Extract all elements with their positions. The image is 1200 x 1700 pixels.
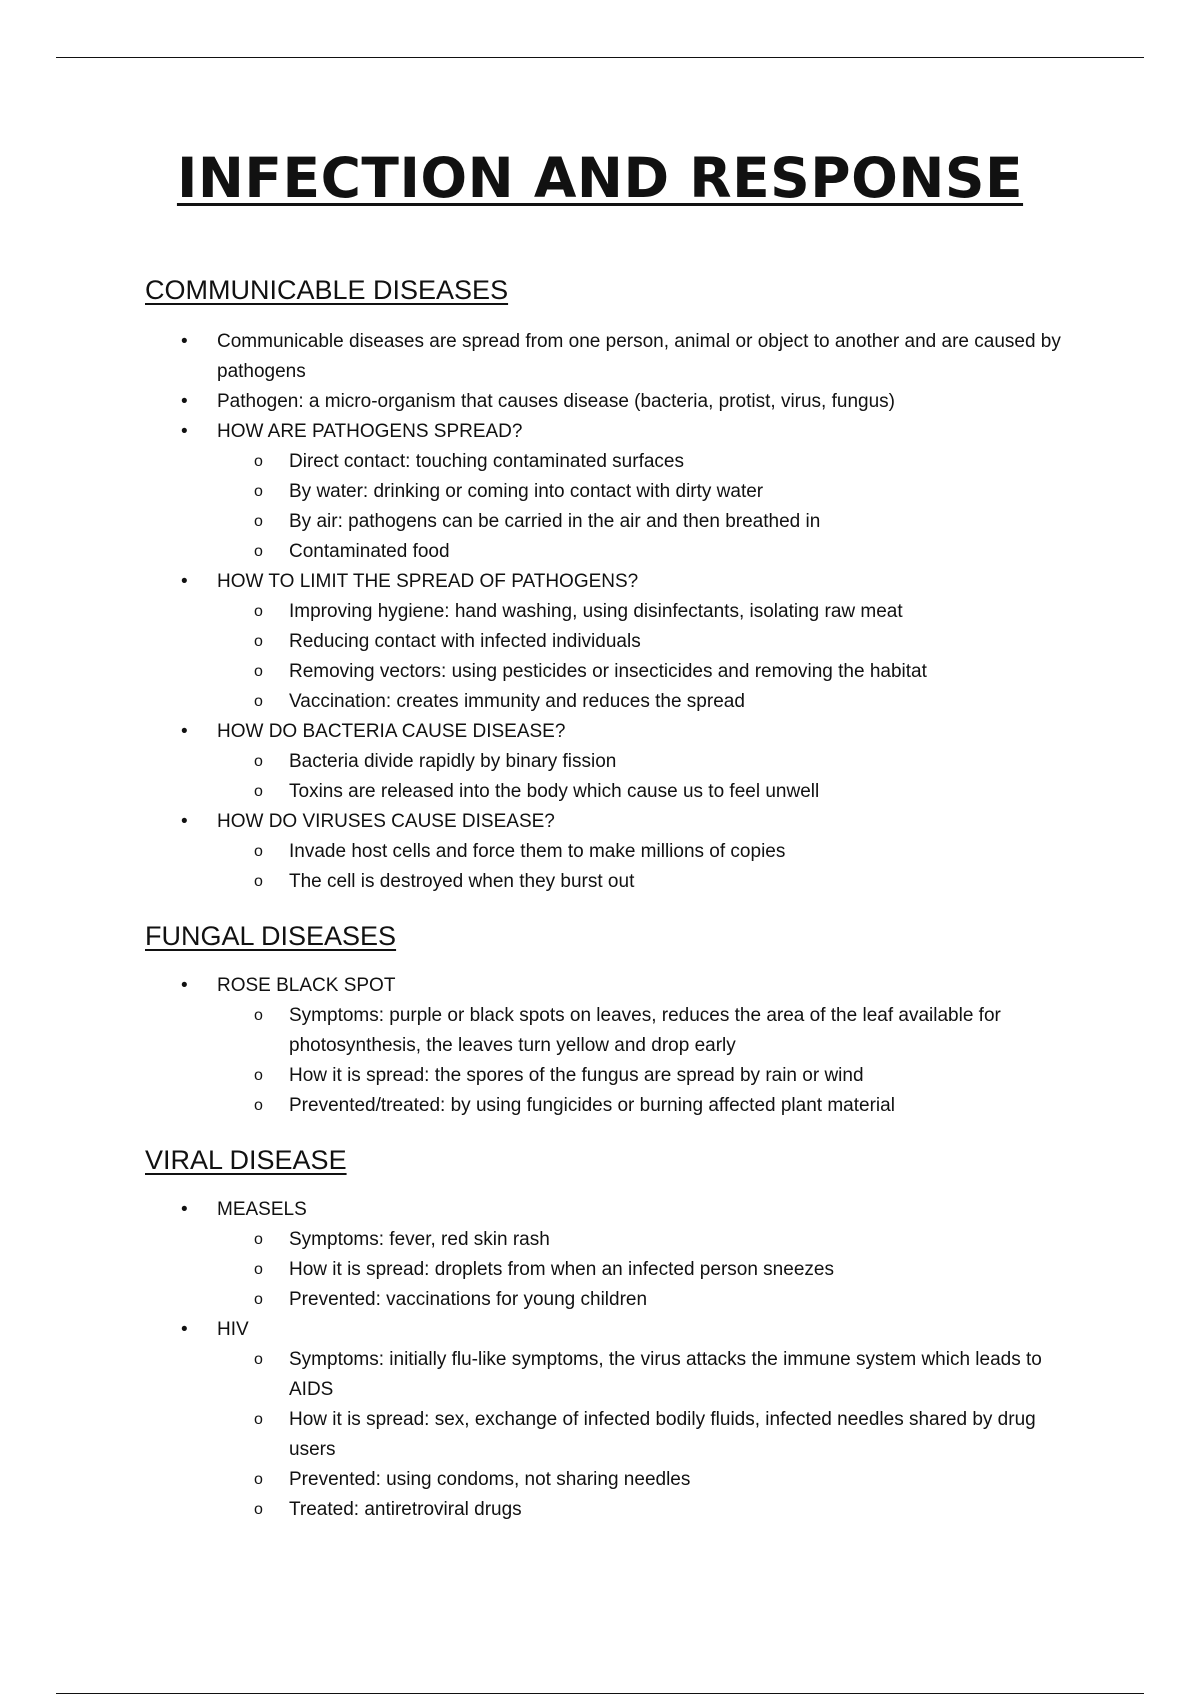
bullet-text: ROSE BLACK SPOT xyxy=(217,975,396,996)
footer-rule xyxy=(56,1693,1144,1694)
sub-bullet-item: o Symptoms: initially flu-like symptoms, the virus attacks the immune system which leads to AIDS xyxy=(217,1345,1065,1405)
page-title-text: INFECTION AND RESPONSE xyxy=(176,146,1024,210)
sub-bullet-item: o Toxins are released into the body which cause us to feel unwell xyxy=(217,777,1065,807)
bullet-text: HIV xyxy=(217,1319,249,1340)
section-fungal-diseases xyxy=(145,916,1065,1121)
bullet-item xyxy=(145,1315,1065,1525)
bullet-text: HOW DO VIRUSES CAUSE DISEASE? xyxy=(217,811,555,832)
bullet-item xyxy=(145,567,1065,717)
sub-bullet-list xyxy=(217,837,1065,897)
bullet-item xyxy=(145,807,1065,897)
header-rule xyxy=(56,57,1144,58)
bullet-item xyxy=(145,417,1065,567)
bullet-text: Pathogen: a micro-organism that causes disease (bacteria, protist, virus, fungus) xyxy=(217,391,895,412)
bullet-text: HOW TO LIMIT THE SPREAD OF PATHOGENS? xyxy=(217,571,639,592)
sub-bullet-item: o Symptoms: purple or black spots on leaves, reduces the area of the leaf available for photosynthesis, the leaves turn yellow and drop early xyxy=(217,1001,1065,1061)
sub-bullet-item: o How it is spread: the spores of the fungus are spread by rain or wind xyxy=(217,1061,1065,1091)
sub-bullet-list xyxy=(217,1345,1065,1525)
bullet-item xyxy=(145,971,1065,1121)
sub-bullet-list xyxy=(217,1225,1065,1315)
sub-bullet-item: o How it is spread: droplets from when an infected person sneezes xyxy=(217,1255,1065,1285)
bullet-text: MEASELS xyxy=(217,1199,307,1220)
sub-bullet-item: o By air: pathogens can be carried in the air and then breathed in xyxy=(217,507,1065,537)
sub-bullet-item: o By water: drinking or coming into contact with dirty water xyxy=(217,477,1065,507)
bullet-item xyxy=(145,387,1065,417)
bullet-list xyxy=(145,327,1065,897)
sub-bullet-list xyxy=(217,447,1065,567)
sub-bullet-item: o Improving hygiene: hand washing, using disinfectants, isolating raw meat xyxy=(217,597,1065,627)
sub-bullet-item: o Prevented: using condoms, not sharing needles xyxy=(217,1465,1065,1495)
sub-bullet-list xyxy=(217,747,1065,807)
bullet-text: Communicable diseases are spread from one person, animal or object to another and are caused by pathogens xyxy=(217,331,1061,382)
page-title xyxy=(0,140,1200,216)
section-viral-disease xyxy=(145,1140,1065,1525)
section-heading: VIRAL DISEASE xyxy=(145,1145,347,1175)
sub-bullet-item: o Vaccination: creates immunity and reduces the spread xyxy=(217,687,1065,717)
sub-bullet-item: o Prevented/treated: by using fungicides or burning affected plant material xyxy=(217,1091,1065,1121)
section-communicable-diseases xyxy=(145,270,1065,897)
sub-bullet-item: o How it is spread: sex, exchange of infected bodily fluids, infected needles shared by drug users xyxy=(217,1405,1065,1465)
bullet-text: HOW ARE PATHOGENS SPREAD? xyxy=(217,421,523,442)
bullet-list xyxy=(145,971,1065,1121)
sub-bullet-item: o The cell is destroyed when they burst out xyxy=(217,867,1065,897)
section-heading: FUNGAL DISEASES xyxy=(145,921,397,951)
bullet-item xyxy=(145,327,1065,387)
sub-bullet-item: o Prevented: vaccinations for young children xyxy=(217,1285,1065,1315)
sub-bullet-item: o Contaminated food xyxy=(217,537,1065,567)
sub-bullet-item: o Invade host cells and force them to make millions of copies xyxy=(217,837,1065,867)
bullet-item xyxy=(145,717,1065,807)
sub-bullet-item: o Direct contact: touching contaminated surfaces xyxy=(217,447,1065,477)
bullet-text: HOW DO BACTERIA CAUSE DISEASE? xyxy=(217,721,566,742)
sub-bullet-list xyxy=(217,597,1065,717)
sub-bullet-item: o Symptoms: fever, red skin rash xyxy=(217,1225,1065,1255)
bullet-list xyxy=(145,1195,1065,1525)
section-heading: COMMUNICABLE DISEASES xyxy=(145,275,509,305)
sub-bullet-item: o Reducing contact with infected individuals xyxy=(217,627,1065,657)
bullet-item xyxy=(145,1195,1065,1315)
sub-bullet-list xyxy=(217,1001,1065,1121)
sub-bullet-item: o Treated: antiretroviral drugs xyxy=(217,1495,1065,1525)
sub-bullet-item: o Bacteria divide rapidly by binary fission xyxy=(217,747,1065,777)
sub-bullet-item: o Removing vectors: using pesticides or insecticides and removing the habitat xyxy=(217,657,1065,687)
